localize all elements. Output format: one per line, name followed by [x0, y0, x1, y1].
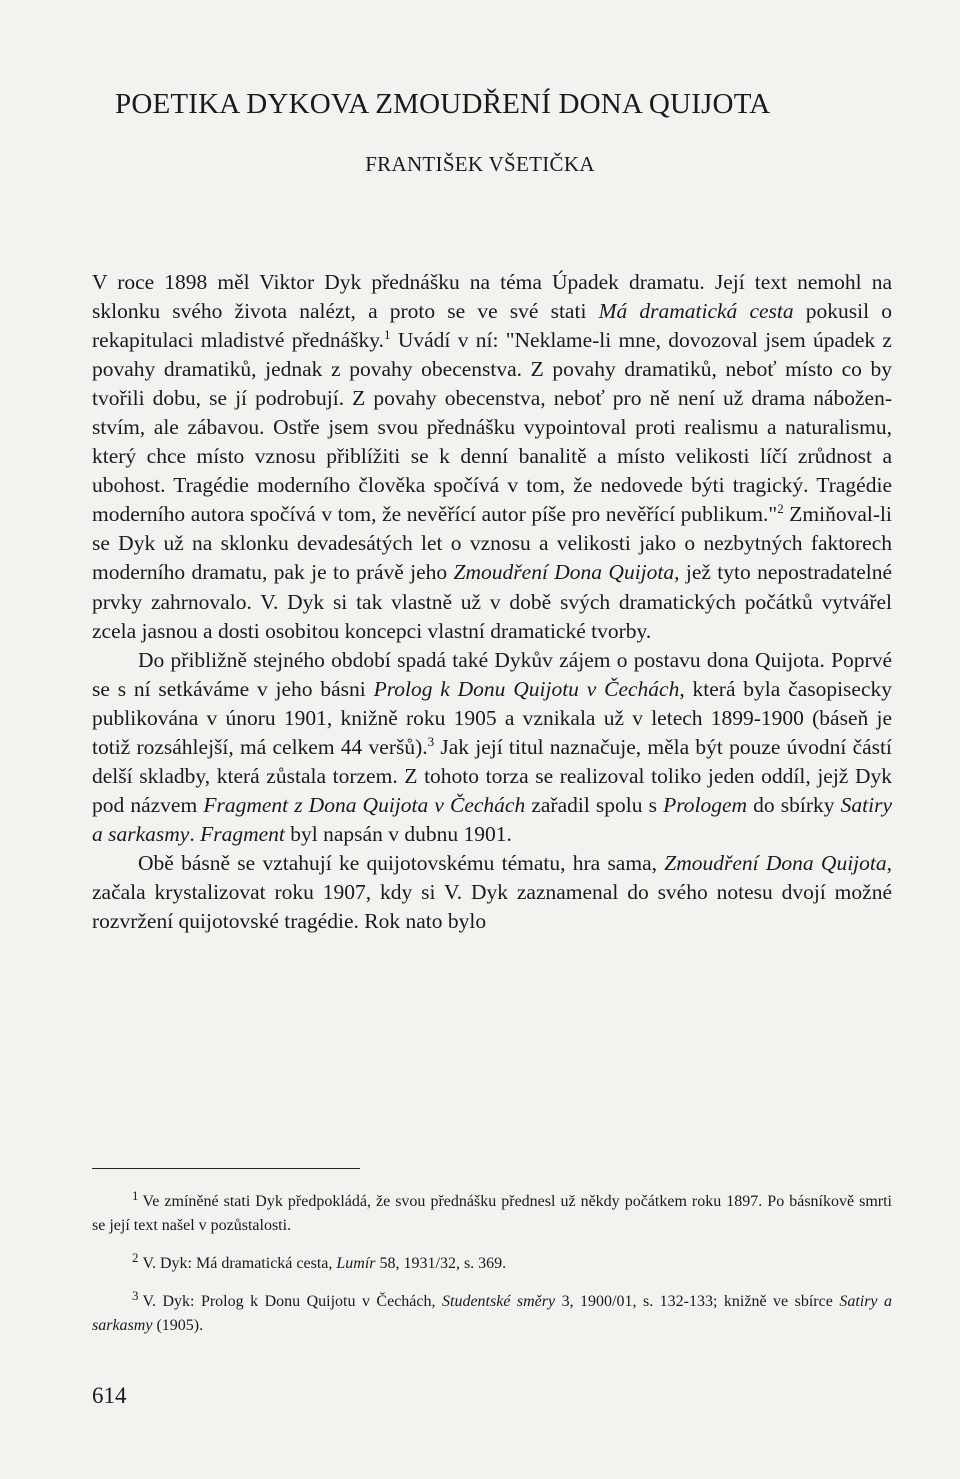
footnote-1 [92, 1187, 892, 1238]
text-run: Obě básně se vztahují ke quijotovskému tématu, hra sama, [138, 850, 665, 875]
italic-title: Fragment [200, 821, 285, 846]
italic-title: Lumír [336, 1255, 376, 1272]
italic-title: Zmoudření Dona Quijota [453, 560, 675, 585]
italic-title: Prologem [663, 792, 748, 817]
italic-title: Prolog k Donu Quijotu v Čechách [373, 676, 680, 701]
text-run: , jež tyto nepostradatelné prvky zahrnovalo. V. Dyk si tak vlastně už v době svých dramatických počátků vytvářel zcela jasnou a dosti osobitou koncepci vlastní dramatické tvorby. [92, 560, 893, 643]
footnote-3 [92, 1287, 893, 1338]
paragraph-3 [92, 849, 892, 936]
page-number: 614 [92, 1383, 127, 1408]
footnote-text: 58, 1931/32, s. 369. [375, 1255, 507, 1272]
italic-title: Studentské směry [442, 1293, 556, 1310]
italic-title: Satiry a sarkasmy [92, 1293, 893, 1334]
italic-title: Fragment z Dona Quijota v Čechách [203, 792, 526, 817]
text-run: V roce 1898 měl Viktor Dyk přednášku na téma Úpadek dramatu. Její text nemohl na sklonku svého života nalézt, a proto se ve své stati [92, 270, 892, 324]
footnote-text: Ve zmíněné stati Dyk předpokládá, že svou přednášku přednesl už někdy počátkem roku 1897. Po básníkově smrti se její text našel v pozůstalosti. [92, 1193, 892, 1234]
text-run: do sbírky [747, 792, 841, 817]
text-run: byl napsán v dubnu 1901. [284, 821, 512, 846]
footnote-number: 1 [132, 1187, 139, 1203]
footnotes [92, 1187, 893, 1352]
text-run: zařadil spolu s [525, 792, 664, 817]
text-run: Zmiňoval-li se Dyk už na sklonku devadesátých let o vznosu a velikosti jako o nezbytných faktorech moderního dramatu, pak je to právě jeho [92, 502, 892, 585]
footnote-ref-2: 2 [777, 501, 784, 517]
text-run: Uvádí v ní: "Neklame-li mne, dovozoval jsem úpadek z povahy dramatiků, jednak z povahy obecenstva. Z povahy dramatiků, neboť místo co by tvořili dobu, se jí podrobují. Z povahy obecenstva, neboť pro ně není už drama náboženstvím, ale zábavou. Ostře jsem svou přednášku vypointoval proti realismu a naturalismu, který chce místo vznosu přiblížiti se k denní banalitě a místo velikosti líčí zrůdnost a ubohost. Tragédie moderního člověka spočívá v tom, že nedovede býti tragický. Tragédie moderního autora spočívá v tom, že nevěřící autor píše pro nevěřící publikum." [92, 328, 892, 527]
footnote-number: 2 [132, 1249, 139, 1265]
text-run: . [189, 821, 201, 846]
article-author: FRANTIŠEK VŠETIČKA [365, 152, 595, 176]
text-run: Do přibližně stejného období spadá také Dykův zájem o postavu dona Quijota. Poprvé se s ní setkáváme v jeho básni [92, 647, 892, 701]
footnote-number: 3 [132, 1287, 139, 1303]
text-run: pokusil o rekapitulaci mladistvé přednášky. [92, 299, 892, 353]
footnote-ref-1: 1 [384, 326, 391, 342]
italic-title: Zmoudření Dona Quijota [664, 850, 887, 875]
footnote-text: 3, 1900/01, s. 132-133; knižně ve sbírce [555, 1293, 840, 1310]
text-run: , která byla časopisecky publikována v únoru 1901, knižně roku 1905 a vznikala už v letech 1899-1900 (báseň je totiž rozsáhlejší, má celkem 44 veršů). [92, 676, 892, 759]
footnote-text: V. Dyk: Prolog k Donu Quijotu v Čechách, [142, 1293, 442, 1310]
footnote-separator [92, 1168, 360, 1169]
footnote-2 [92, 1249, 892, 1276]
footnote-ref-3: 3 [427, 733, 435, 749]
footnote-text: V. Dyk: Má dramatická cesta, [142, 1255, 337, 1272]
article-body [92, 268, 892, 936]
paragraph-1 [92, 268, 892, 646]
italic-title: Satiry a sarkasmy [92, 792, 892, 846]
text-run: Jak její titul naznačuje, měla být pouze úvodní částí delší skladby, která zůstala torzem. Z tohoto torza se realizoval toliko jeden oddíl, jejž Dyk pod názvem [92, 734, 892, 817]
text-run: , začala krystalizovat roku 1907, kdy si V. Dyk zaznamenal do svého notesu dvojí možné rozvržení quijotovské tragédie. Rok nato bylo [92, 850, 893, 934]
footnote-text: (1905). [152, 1317, 204, 1334]
article-title: POETIKA DYKOVA ZMOUDŘENÍ DONA QUIJOTA [115, 88, 771, 120]
italic-title: Má dramatická cesta [598, 299, 794, 324]
paragraph-2 [92, 646, 892, 849]
